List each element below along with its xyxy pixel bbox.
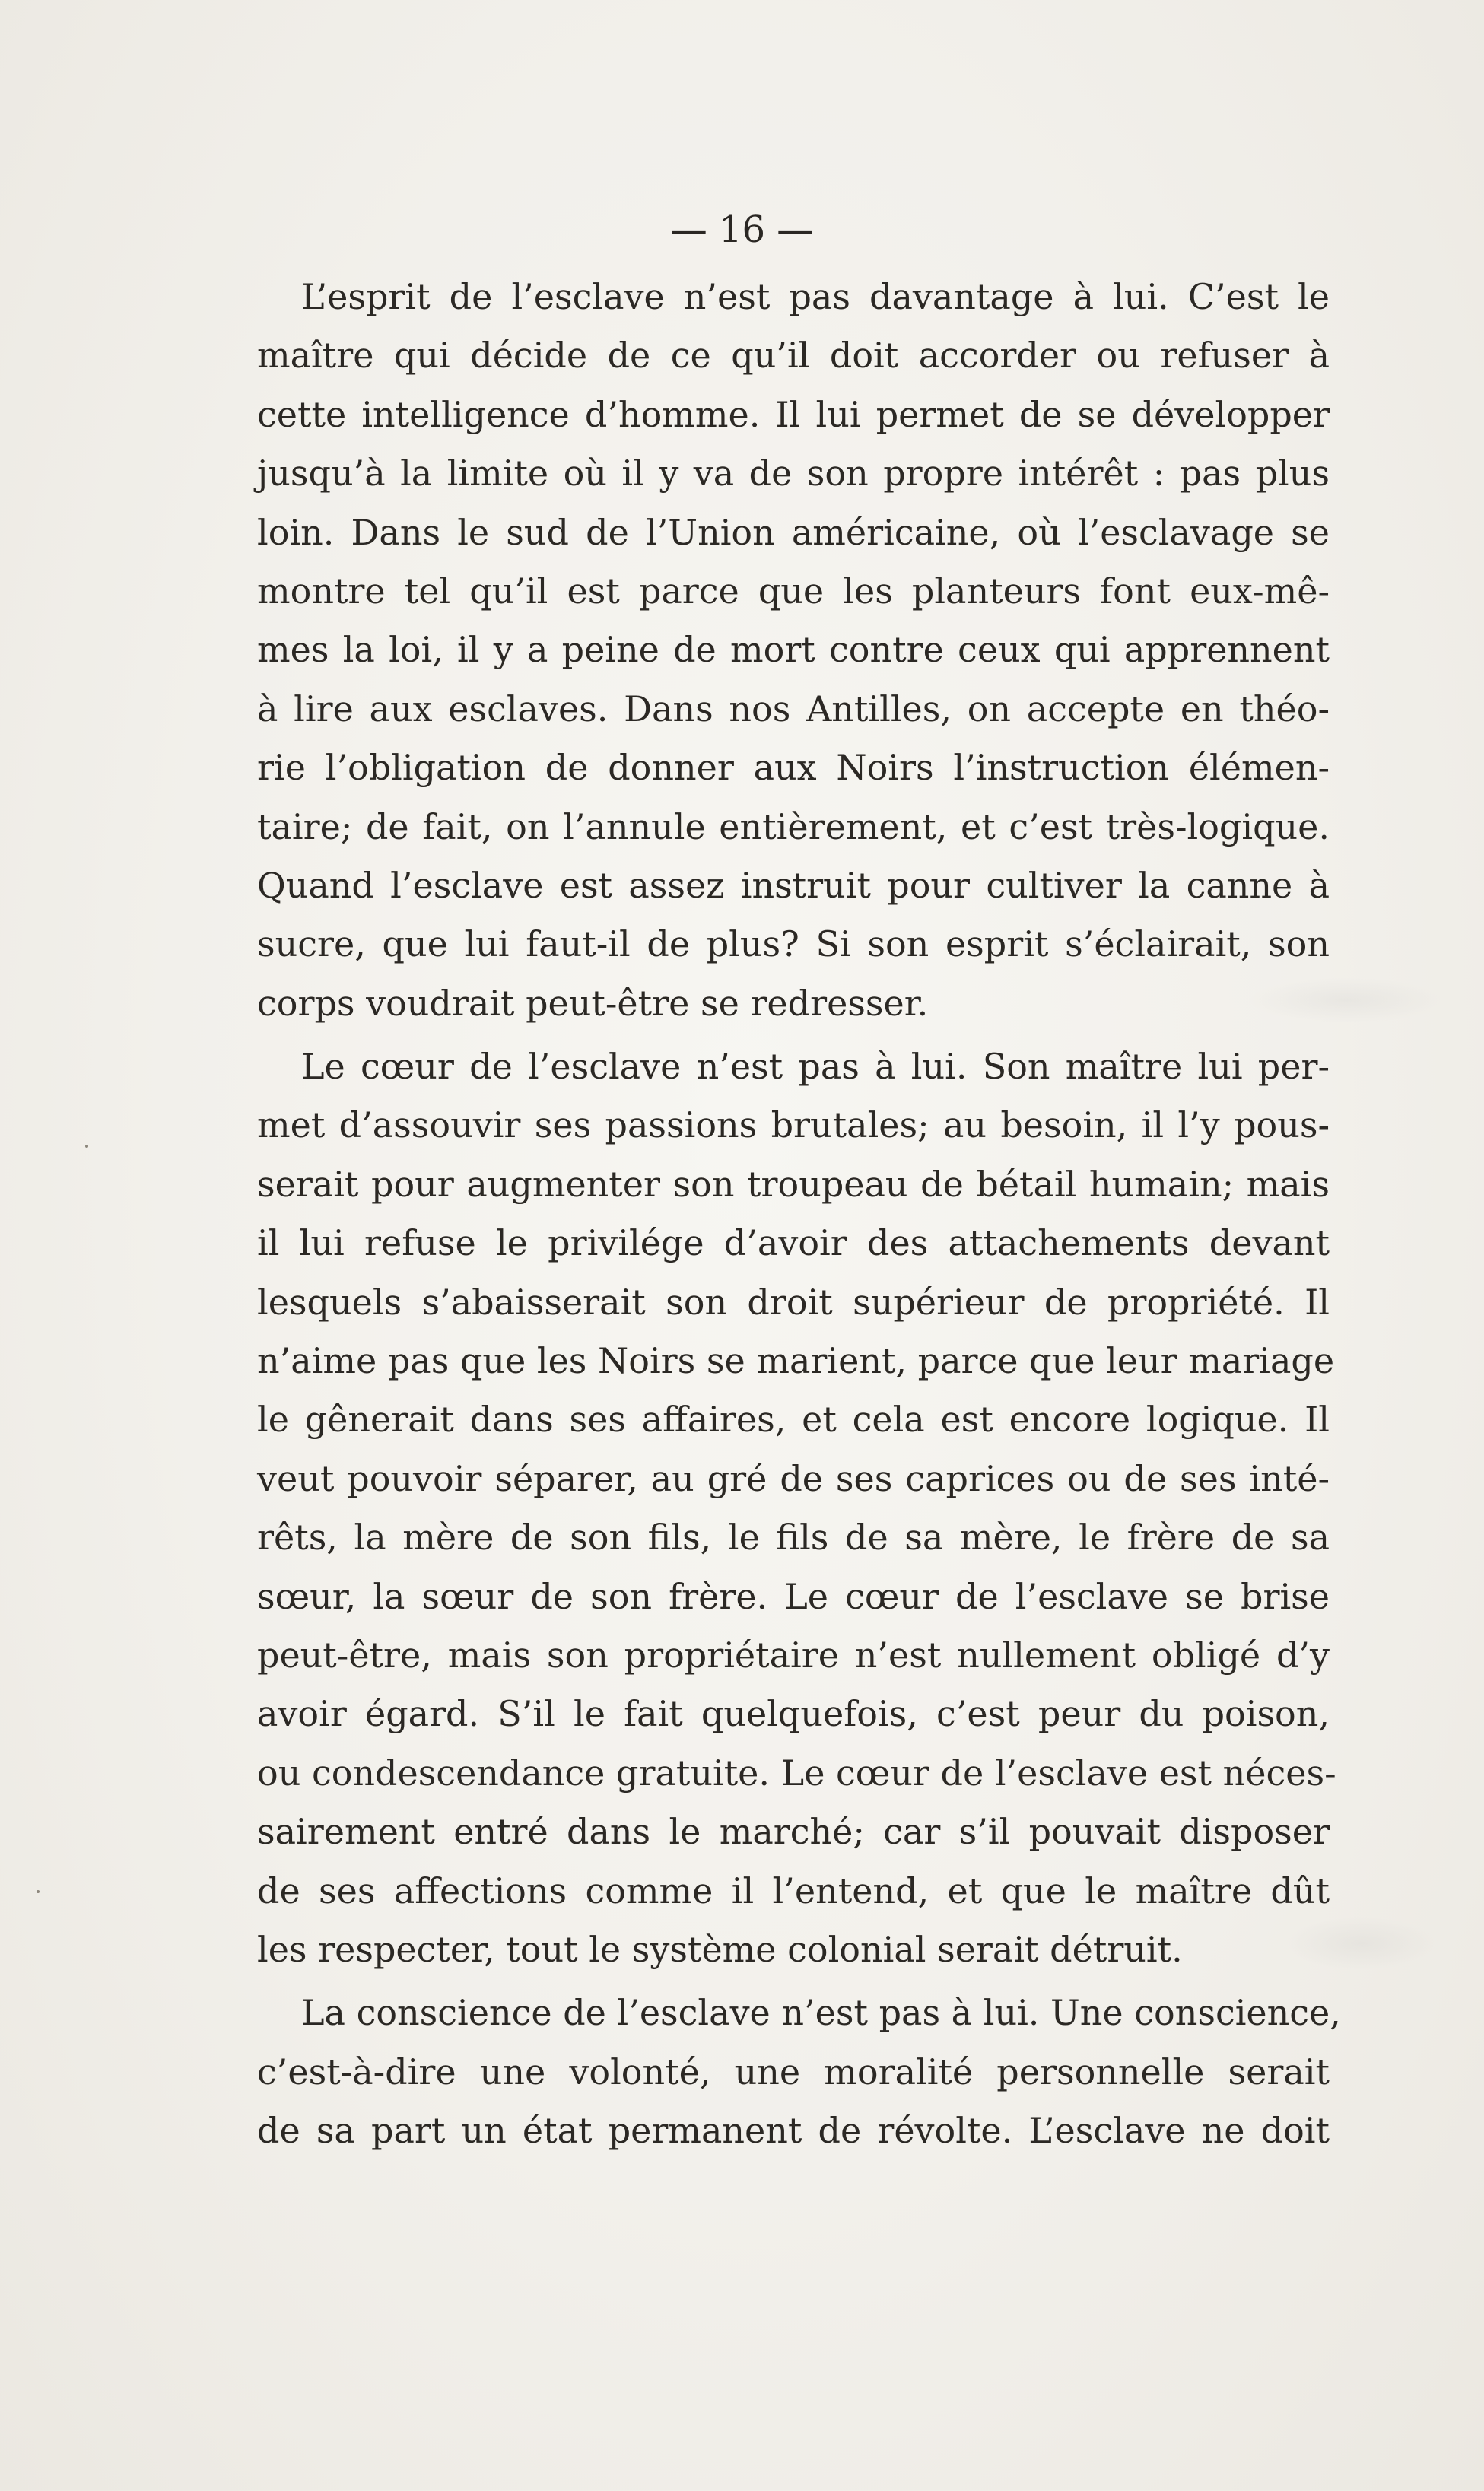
text-line: peut-être, mais son propriétaire n’est nullement obligé d’y: [257, 1634, 1330, 1676]
text-line: jusqu’à la limite où il y va de son propre intérêt : pas plus: [257, 453, 1330, 494]
text-line: c’est-à-dire une volonté, une moralité personnelle serait: [257, 2051, 1330, 2092]
text-line: rêts, la mère de son fils, le fils de sa mère, le frère de sa: [257, 1517, 1330, 1558]
text-line: sucre, que lui faut-il de plus? Si son esprit s’éclairait, son: [257, 923, 1330, 965]
text-line: met d’assouvir ses passions brutales; au besoin, il l’y pous-: [257, 1104, 1330, 1146]
text-line: taire; de fait, on l’annule entièrement, et c’est très-logique.: [257, 805, 1330, 847]
text-line: loin. Dans le sud de l’Union américaine, où l’esclavage se: [257, 511, 1330, 553]
text-line: à lire aux esclaves. Dans nos Antilles, on accepte en théo-: [257, 688, 1330, 729]
text-line: montre tel qu’il est parce que les planteurs font eux-mê-: [257, 570, 1330, 612]
text-line: les respecter, tout le système colonial serait détruit.: [257, 1928, 1183, 1970]
text-line: de ses affections comme il l’entend, et que le maître dût: [257, 1870, 1330, 1911]
text-line: Quand l’esclave est assez instruit pour cultiver la canne à: [257, 864, 1330, 906]
text-line: avoir égard. S’il le fait quelquefois, c’est peur du poison,: [257, 1693, 1330, 1735]
text-line: rie l’obligation de donner aux Noirs l’instruction élémen-: [257, 747, 1330, 789]
paper-speck: [37, 1890, 40, 1893]
paper-speck: [85, 1145, 88, 1148]
text-line: maître qui décide de ce qu’il doit accorder ou refuser à: [257, 335, 1330, 377]
text-line: n’aime pas que les Noirs se marient, parce que leur mariage: [257, 1340, 1335, 1382]
text-line: mes la loi, il y a peine de mort contre ceux qui apprennent: [257, 629, 1330, 671]
text-line: de sa part un état permanent de révolte. L’esclave ne doit: [257, 2110, 1330, 2152]
text-line: corps voudrait peut-être se redresser.: [257, 982, 929, 1024]
paragraph-coeur: [257, 1037, 1336, 1979]
text-line: Le cœur de l’esclave n’est pas à lui. Son maître lui per-: [301, 1046, 1330, 1088]
text-line: cette intelligence d’homme. Il lui permet de se développer: [257, 393, 1330, 435]
paragraph-conscience: [257, 1984, 1341, 2160]
text-line: ou condescendance gratuite. Le cœur de l’esclave est néces-: [257, 1752, 1336, 1794]
page-number: — 16 —: [670, 208, 814, 251]
text-line: L’esprit de l’esclave n’est pas davantage à lui. C’est le: [301, 276, 1330, 317]
text-line: serait pour augmenter son troupeau de bétail humain; mais: [257, 1163, 1330, 1205]
text-line: veut pouvoir séparer, au gré de ses caprices ou de ses inté-: [257, 1457, 1330, 1499]
body-text: [257, 268, 1341, 2165]
text-line: il lui refuse le privilége d’avoir des attachements devant: [257, 1222, 1330, 1264]
text-line: le gênerait dans ses affaires, et cela est encore logique. Il: [257, 1399, 1330, 1441]
text-line: La conscience de l’esclave n’est pas à lui. Une conscience,: [301, 1992, 1341, 2034]
paragraph-esprit: [257, 268, 1330, 1033]
text-line: lesquels s’abaisserait son droit supérieur de propriété. Il: [257, 1281, 1330, 1323]
text-line: sairement entré dans le marché; car s’il pouvait disposer: [257, 1811, 1330, 1853]
text-line: sœur, la sœur de son frère. Le cœur de l’esclave se brise: [257, 1575, 1330, 1617]
